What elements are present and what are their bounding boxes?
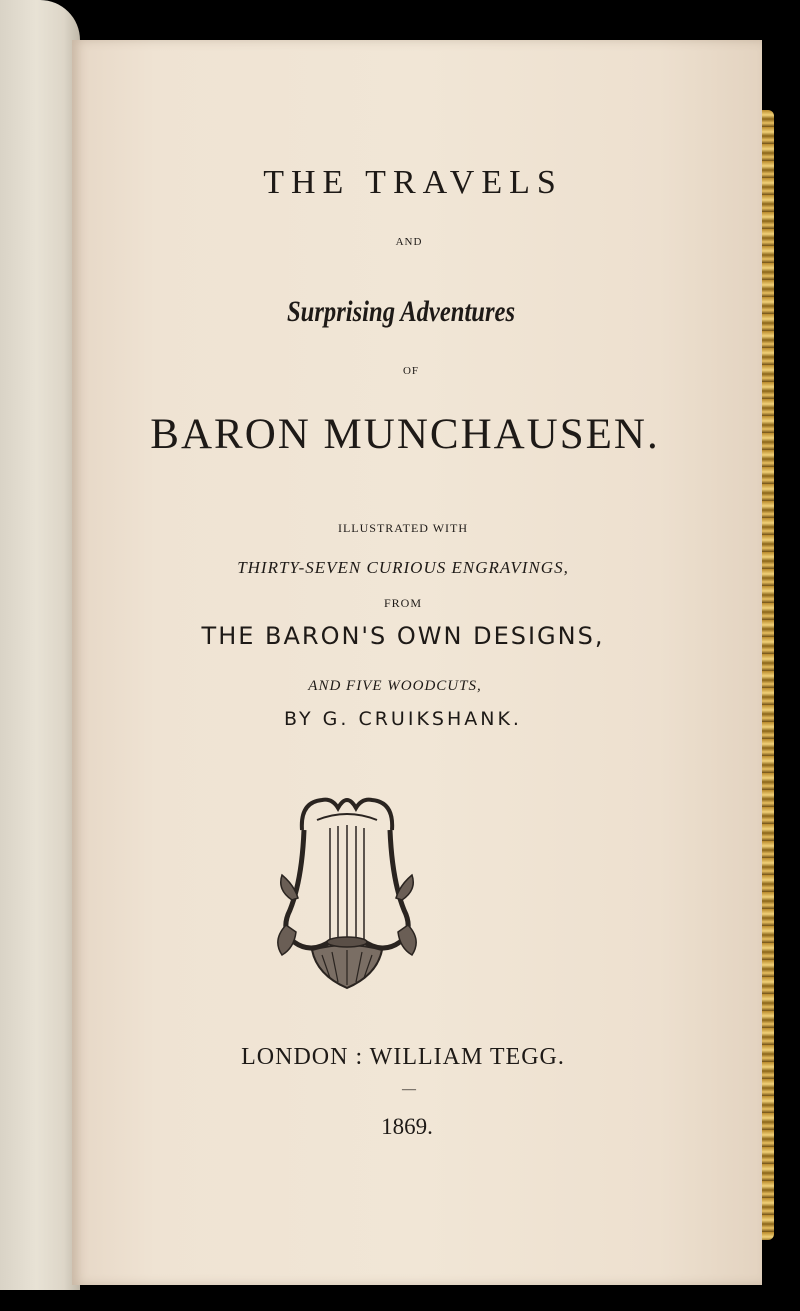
title-of: OF xyxy=(402,365,420,377)
publication-year: 1869. xyxy=(381,1114,433,1139)
main-title: BARON MUNCHAUSEN. xyxy=(150,411,660,458)
woodcuts-line: AND FIVE WOODCUTS, xyxy=(308,678,482,694)
separator-dash: — xyxy=(402,1082,416,1097)
author-line: BY G. CRUIKSHANK. xyxy=(284,708,522,730)
publisher-line: LONDON : WILLIAM TEGG. xyxy=(241,1044,565,1070)
lyre-ornament-icon xyxy=(272,790,422,995)
from-line: FROM xyxy=(383,596,422,610)
title-page xyxy=(72,40,762,1285)
engravings-line: THIRTY-SEVEN CURIOUS ENGRAVINGS, xyxy=(237,558,569,577)
title-subtitle: Surprising Adventures xyxy=(286,295,516,328)
designs-line: THE BARON'S OWN DESIGNS, xyxy=(201,622,605,650)
illustrated-with: ILLUSTRATED WITH xyxy=(337,521,469,535)
title-and: AND xyxy=(395,236,423,248)
title-line-travels: THE TRAVELS xyxy=(263,164,563,201)
